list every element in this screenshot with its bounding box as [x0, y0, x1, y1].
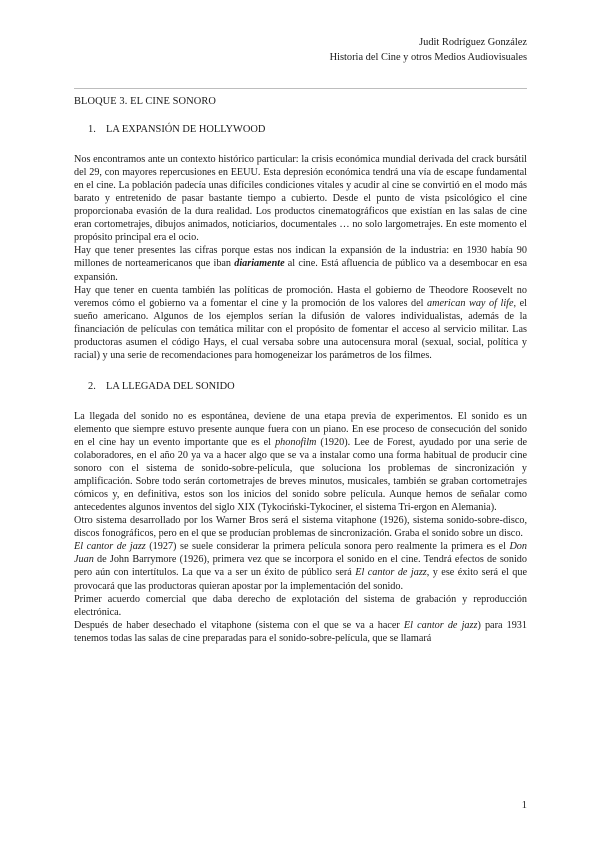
- paragraph: Otro sistema desarrollado por los Warner Bros será el sistema vitaphone (1926), sistema sonido-sobre-disco, discos fonográficos, pero en el que se producían problemas de sincronización. Graba el sonido sobre un disco.: [74, 515, 527, 540]
- section-title: LA EXPANSIÓN DE HOLLYWOOD: [106, 124, 266, 136]
- italic-term: american way of life: [427, 297, 514, 309]
- section-number: 1.: [88, 124, 96, 136]
- paragraph: Después de haber desechado el vitaphone (sistema con el que se va a hacer El cantor de jazz) para 1931 tenemos todas las salas de cine preparadas para el sonido-sobre-película, que se llamará: [74, 619, 527, 644]
- document-body: [74, 95, 527, 645]
- header-author: Judit Rodríguez González: [419, 37, 527, 48]
- italic-term: phonofilm: [275, 436, 317, 448]
- section: [74, 123, 527, 362]
- section-number: 2.: [88, 380, 96, 392]
- emphasis-text: diariamente: [234, 258, 285, 270]
- section-heading: [74, 123, 527, 136]
- italic-term: El cantor de jazz: [403, 619, 478, 631]
- paragraph: El cantor de jazz (1927) se suele considerar la primera película sonora pero realmente la primera es el Don Juan de John Barrymore (1926), primera vez que se incorpora el sonido en el cine. Tendrá efectos de sonido pero aún con intertítulos. La que va a ser un éxito de público será El cantor de jazz, y ese éxito será el que provocará que las productoras quieran apostar por la implementación del sonido.: [74, 541, 527, 592]
- page-number: 1: [521, 800, 527, 811]
- italic-term: El cantor de jazz: [355, 567, 427, 579]
- italic-term: El cantor de jazz: [74, 541, 146, 553]
- paragraph: Nos encontramos ante un contexto histórico particular: la crisis económica mundial derivada del crack bursátil del 29, con mayores repercusiones en EEUU. Esta depresión económica tendrá una vía de escape fundamental en el cine. La población padecía unas difíciles condiciones vitales y acudir al cine se convirtió en el modo más barato y entretenido de pasar bastante tiempo a cubierto. Desde el punto de vista psicológico el cine proporcionaba evasión de la dura realidad. Los productos cinematográficos que existían en las salas de cine eran cortometrajes, dibujos animados, noticiarios, documentales … no solo largometrajes. En este momento el propósito principal era el ocio.: [74, 154, 527, 244]
- header-rule: [74, 88, 527, 89]
- header-course: Historia del Cine y otros Medios Audiovisuales: [329, 51, 527, 63]
- paragraph: La llegada del sonido no es espontánea, deviene de una etapa previa de experimentos. El sonido es un elemento que siempre estuvo presente aunque fuera con un piano. En ese proceso de consecución del sonido en el cine hay un evento importante que es el phonofilm (1920). Lee de Forest, ayudado por una serie de colaboradores, en el año 20 ya va a hacer algo que se va a instalar como una forma habitual de producir cine sonoro con el sistema de sonido-sobre-película, que soluciona los problemas de sincronización y amplificación. Sobre todo serán cortometrajes de breves minutos, musicales, también se graban cortometrajes cómicos y, en definitiva, estos son los inicios del sonido sobre película. Aunque hemos de señalar como antecedentes algunos inventos del siglo XIX (Tykociński-Tykociner, el sistema Tri-ergon en Alemania).: [74, 410, 527, 514]
- page-header: [330, 36, 527, 65]
- block-title: BLOQUE 3. EL CINE SONORO: [74, 96, 216, 107]
- section-title: LA LLEGADA DEL SONIDO: [106, 380, 235, 392]
- paragraph: Hay que tener presentes las cifras porque estas nos indican la expansión de la industria: en 1930 había 90 millones de norteamericanos que iban diariamente al cine. Está afluencia de público va a desembocar en esa expansión.: [74, 245, 527, 283]
- paragraph: Primer acuerdo comercial que daba derecho de explotación del sistema de grabación y reproducción electrónica.: [74, 593, 527, 618]
- paragraph: Hay que tener en cuenta también las políticas de promoción. Hasta el gobierno de Theodore Roosevelt no veremos cómo el gobierno va a fomentar el cine y la promoción de los valores del american way of life, el sueño americano. Algunos de los ejemplos serían la difusión de valores individualistas, además de la financiación de películas con temática militar con el propósito de fomentar el acceso al servicio militar. Las productoras asumen el código Hays, el cual versaba sobre una autocensura moral (sexual, social, política y racial) y una serie de recomendaciones para homogeneizar los parámetros de los filmes.: [74, 284, 527, 361]
- italic-term: Don Juan: [74, 541, 527, 566]
- section-heading: [74, 380, 527, 393]
- section-paragraphs: [74, 410, 527, 645]
- section: [74, 380, 527, 645]
- section-paragraphs: [74, 153, 527, 362]
